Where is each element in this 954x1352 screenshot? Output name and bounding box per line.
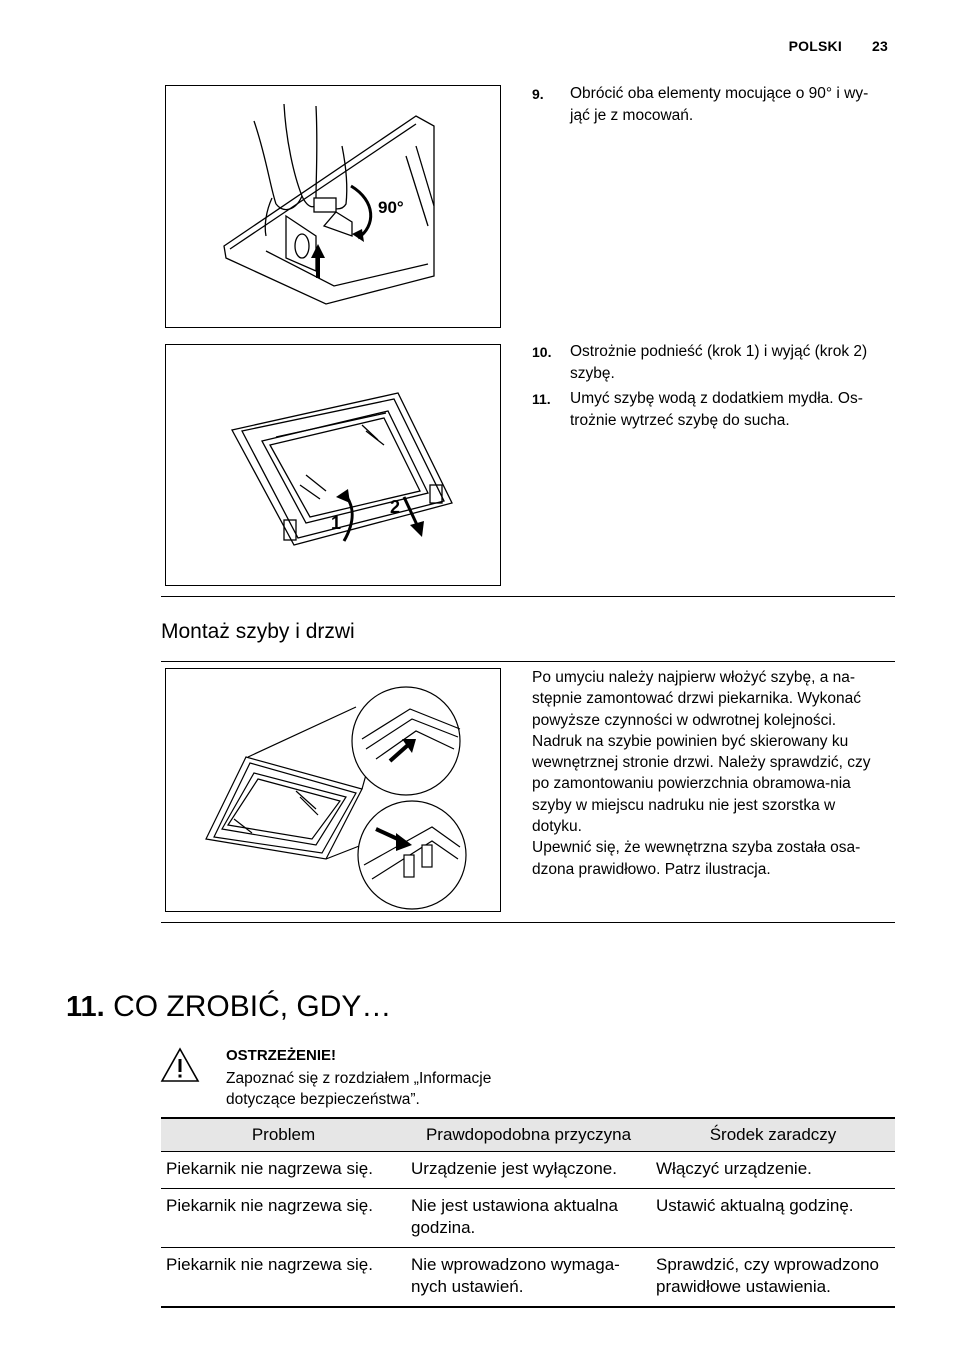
step-text: Ostrożnie podnieść (krok 1) i wyjąć (krok 2) szybę. [570, 343, 868, 382]
table-cell-problem: Piekarnik nie nagrzewa się. [161, 1248, 406, 1308]
warning-text: Zapoznać się z rozdziałem „Informacje dotyczące bezpieczeństwa”. [226, 1070, 492, 1108]
divider [161, 661, 895, 662]
table-cell-cause: Nie jest ustawiona aktualna godzina. [406, 1189, 651, 1248]
step-10 [532, 341, 882, 385]
page-number: 23 [872, 38, 888, 54]
table-cell-cause: Nie wprowadzono wymaga-nych ustawień. [406, 1248, 651, 1308]
page-header [763, 38, 888, 54]
language-label: POLSKI [788, 38, 842, 54]
installation-text: Po umyciu należy najpierw włożyć szybę, a na-stępnie zamontować drzwi piekarnika. Wykonać powyższe czynności w odwrotnej kolejności. Nadruk na szybie powinien być skierowany ku wewnętrznej stronie drzwi. Należy sprawdzić, czy po zamontowaniu powierzchnia obramowa-nia szyby w miejscu nadruku nie jest szorstka w dotyku. [532, 669, 871, 836]
glass-installation-illustration [166, 669, 500, 911]
step-number: 9. [532, 86, 544, 102]
table-cell-remedy: Ustawić aktualną godzinę. [651, 1189, 895, 1248]
chapter-number: 11. [66, 991, 105, 1023]
table-row [161, 1152, 895, 1189]
figure-glass-removal [165, 344, 501, 586]
table-cell-problem: Piekarnik nie nagrzewa się. [161, 1189, 406, 1248]
chapter-title: CO ZROBIĆ, GDY… [113, 990, 392, 1023]
warning-title: OSTRZEŻENIE! [226, 1047, 337, 1064]
section-title: Montaż szyby i drzwi [161, 620, 355, 643]
column-header-problem: Problem [161, 1118, 406, 1152]
figure-glass-installation [165, 668, 501, 912]
table-header-row [161, 1118, 895, 1152]
step-number: 11. [532, 391, 551, 407]
column-header-remedy: Środek zaradczy [651, 1118, 895, 1152]
table-cell-remedy: Włączyć urządzenie. [651, 1152, 895, 1189]
divider [161, 922, 895, 923]
table-cell-cause: Urządzenie jest wyłączone. [406, 1152, 651, 1189]
chapter-heading [66, 990, 391, 1024]
step2-label: 2 [390, 497, 401, 517]
step-text: Umyć szybę wodą z dodatkiem mydła. Os-trożnie wytrzeć szybę do sucha. [570, 390, 863, 429]
installation-paragraph [532, 667, 882, 880]
table-row [161, 1189, 895, 1248]
glass-removal-illustration [166, 345, 500, 585]
table-cell-problem: Piekarnik nie nagrzewa się. [161, 1152, 406, 1189]
step-number: 10. [532, 344, 552, 360]
installation-text-2: Upewnić się, że wewnętrzna szyba została osa-dzona prawidłowo. Patrz ilustracja. [532, 839, 861, 878]
step-text: Obrócić oba elementy mocujące o 90° i wy-jąć je z mocowań. [570, 85, 869, 124]
figure-clamp-rotation [165, 85, 501, 328]
step-11 [532, 388, 882, 432]
table-row [161, 1248, 895, 1308]
step1-label: 1 [331, 513, 342, 533]
table-cell-remedy: Sprawdzić, czy wprowadzono prawidłowe ustawienia. [651, 1248, 895, 1308]
angle-label: 90° [378, 198, 404, 217]
step-9 [532, 83, 882, 127]
warning-icon [160, 1047, 200, 1083]
divider [161, 596, 895, 597]
column-header-cause: Prawdopodobna przyczyna [406, 1118, 651, 1152]
clamp-rotation-illustration [166, 86, 500, 327]
troubleshooting-table [161, 1117, 895, 1308]
